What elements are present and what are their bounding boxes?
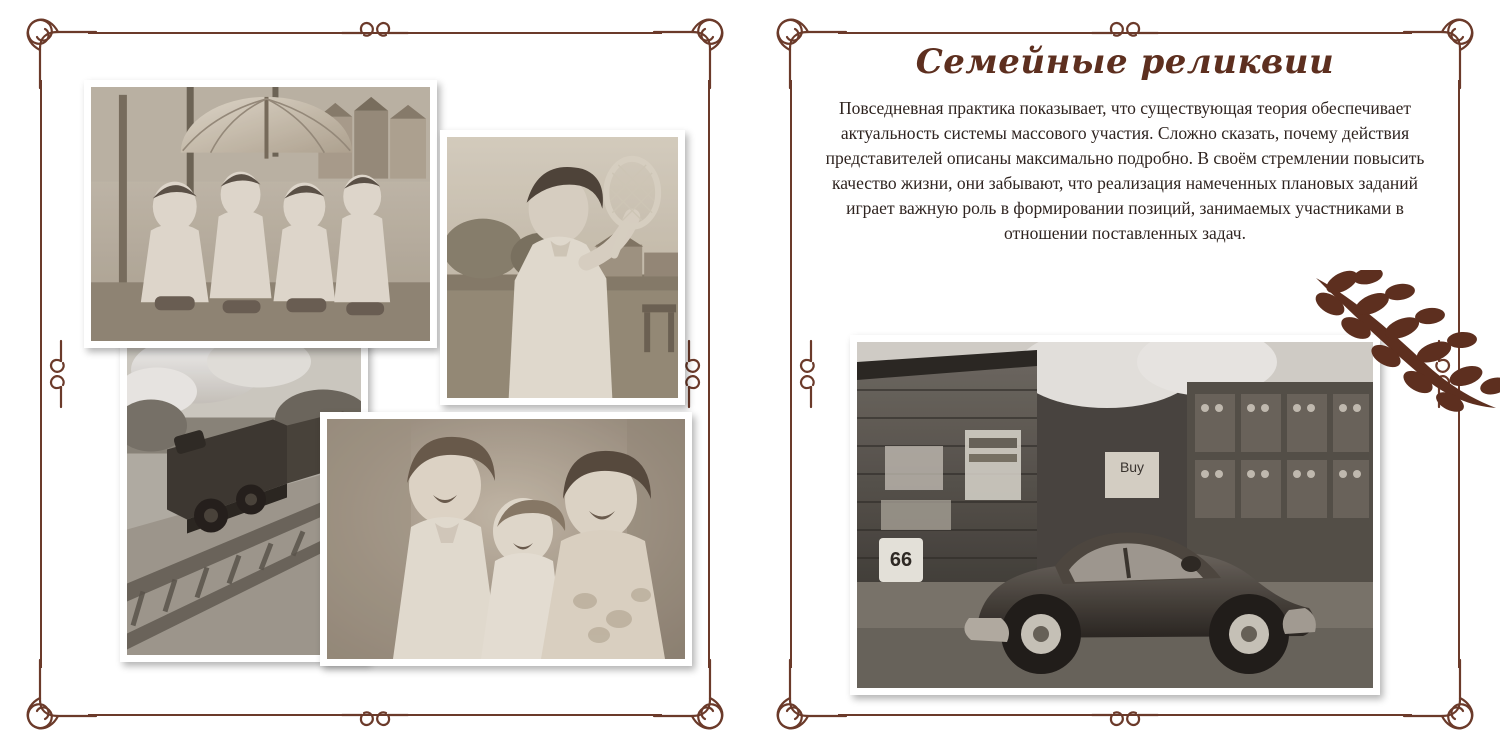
photo-car-image — [857, 342, 1373, 688]
frame-rule-bottom — [838, 714, 1412, 716]
svg-text:66: 66 — [889, 549, 913, 571]
edge-flourish-icon — [340, 20, 410, 50]
corner-flourish-icon — [652, 2, 740, 90]
edge-flourish-icon — [1090, 698, 1160, 728]
frame-rule-left — [790, 80, 792, 668]
page-title: Семейные реликвии — [915, 42, 1335, 82]
photo-group[interactable] — [84, 80, 437, 348]
frame-rule-right — [708, 80, 710, 668]
frame-rule-top — [88, 32, 662, 34]
edge-flourish-icon — [798, 339, 828, 409]
photo-car[interactable] — [850, 335, 1380, 695]
photo-family[interactable] — [320, 412, 692, 666]
frame-rule-top — [838, 32, 1412, 34]
branch-with-leaves-ornament-icon — [1310, 270, 1500, 420]
photo-group-image — [91, 87, 430, 341]
body-paragraph: Повседневная практика показывает, что существующая теория обеспечивает актуальность системы массового участия. Сложно сказать, почему действия представителей описаны максимально подробно. В своём стремлении повысить качество жизни, они забывают, что реализация намеченных плановых заданий играет важную роль в формировании позиций, занимаемых участниками в отношении поставленных задач. — [825, 98, 1425, 243]
corner-flourish-icon — [10, 658, 98, 746]
edge-flourish-icon — [48, 339, 78, 409]
svg-text:Buy: Buy — [1119, 459, 1145, 475]
right-page — [750, 0, 1500, 750]
corner-flourish-icon — [1402, 658, 1490, 746]
photo-family-image — [327, 419, 685, 659]
corner-flourish-icon — [760, 658, 848, 746]
photo-tennis-image — [447, 137, 678, 398]
frame-rule-bottom — [88, 714, 662, 716]
corner-flourish-icon — [10, 2, 98, 90]
photo-tennis[interactable] — [440, 130, 685, 405]
corner-flourish-icon — [652, 658, 740, 746]
edge-flourish-icon — [340, 698, 410, 728]
frame-rule-left — [40, 80, 42, 668]
